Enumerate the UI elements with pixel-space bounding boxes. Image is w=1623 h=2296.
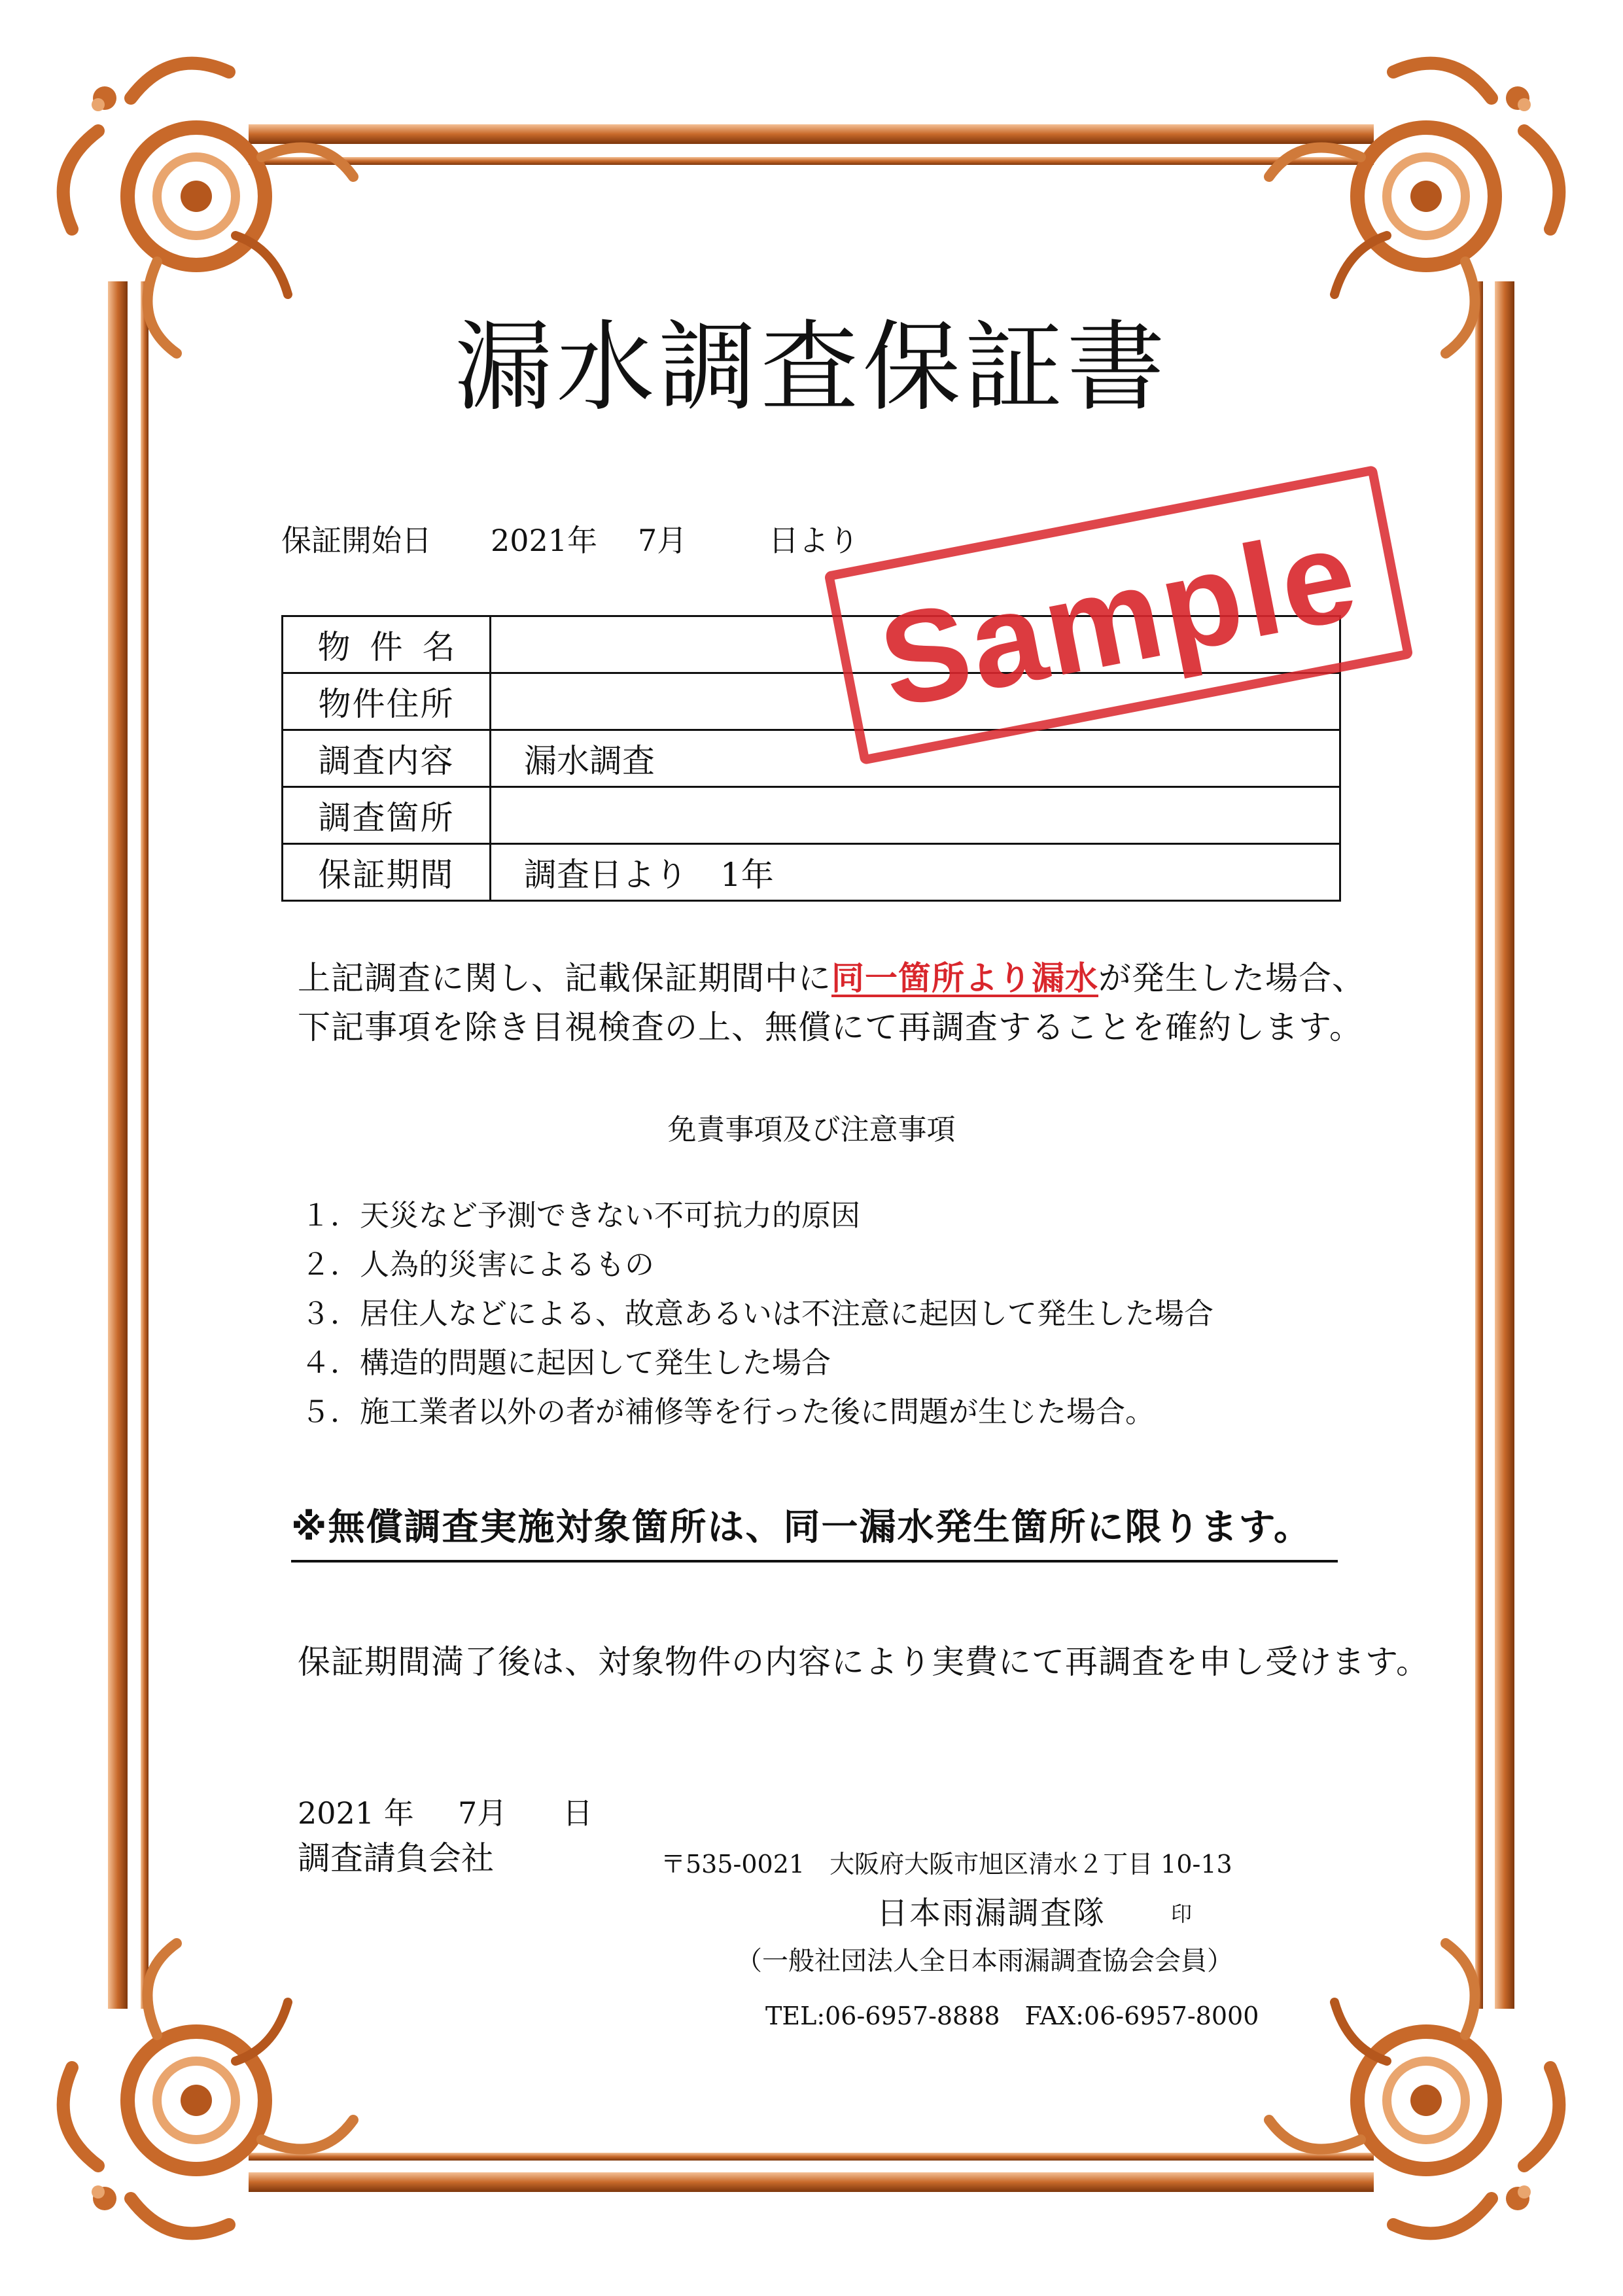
- survey-content-value: 漏水調査: [491, 730, 1340, 787]
- exclusions-heading: 免責事項及び注意事項: [667, 1113, 956, 1146]
- seal-mark: 印: [1171, 1901, 1193, 1926]
- list-item: １．天災など予測できない不可抗力的原因: [301, 1198, 861, 1233]
- issue-date-day: 日: [563, 1795, 593, 1831]
- guarantee-line-1-before: 上記調査に関し、記載保証期間中に: [298, 959, 831, 997]
- table-row: [283, 730, 1340, 787]
- table-row: [283, 787, 1340, 844]
- warranty-start-year: 2021年: [491, 523, 598, 558]
- guarantee-line-1: [298, 952, 1365, 999]
- document-title: 漏水調査保証書: [454, 311, 1169, 425]
- survey-content-label: 調査内容: [283, 730, 491, 787]
- contractor-address: 〒535-0021 大阪府大阪市旭区清水２丁目 10-13: [661, 1850, 1232, 1879]
- free-survey-notice: ※無償調査実施対象箇所は、同一漏水発生箇所に限ります。: [291, 1498, 1338, 1563]
- warranty-start-month: 7月: [638, 523, 688, 558]
- exclusions-list: [301, 1191, 1213, 1436]
- sample-stamp-text: Sample: [869, 500, 1370, 736]
- list-item: ３．居住人などによる、故意あるいは不注意に起因して発生した場合: [301, 1296, 1214, 1331]
- warranty-start-day: 日より: [769, 523, 859, 558]
- property-address-label: 物件住所: [283, 673, 491, 730]
- guarantee-emphasis: 同一箇所より漏水: [831, 959, 1098, 997]
- notice-underline: [291, 1561, 1338, 1563]
- list-item: ２．人為的災害によるもの: [301, 1247, 655, 1282]
- list-item: ５．施工業者以外の者が補修等を行った後に問題が生じた場合。: [301, 1394, 1155, 1429]
- warranty-start-label: 保証開始日: [281, 523, 432, 558]
- property-name-label: 物件名: [283, 616, 491, 673]
- issue-date-month: 7月: [458, 1795, 508, 1831]
- warranty-period-value: 調査日より 1年: [491, 844, 1340, 901]
- issue-date-year: 2021 年: [298, 1795, 414, 1831]
- contractor-membership: （一般社団法人全日本雨漏調査協会会員）: [736, 1946, 1233, 1976]
- contractor-name: 日本雨漏調査隊: [877, 1895, 1106, 1932]
- contractor-label: 調査請負会社: [298, 1839, 494, 1877]
- after-period-note: 保証期間満了後は、対象物件の内容により実費にて再調査を申し受けます。: [298, 1643, 1429, 1681]
- survey-location-label: 調査箇所: [283, 787, 491, 844]
- contractor-phone-fax: TEL:06-6957-8888 FAX:06-6957-8000: [765, 2002, 1259, 2030]
- warranty-period-label: 保証期間: [283, 844, 491, 901]
- survey-location-value: [491, 787, 1340, 844]
- list-item: ４．構造的問題に起因して発生した場合: [301, 1345, 831, 1380]
- table-row: [283, 844, 1340, 901]
- guarantee-line-2: 下記事項を除き目視検査の上、無償にて再調査することを確約します。: [298, 1008, 1363, 1046]
- guarantee-line-1-after: が発生した場合、: [1098, 959, 1365, 997]
